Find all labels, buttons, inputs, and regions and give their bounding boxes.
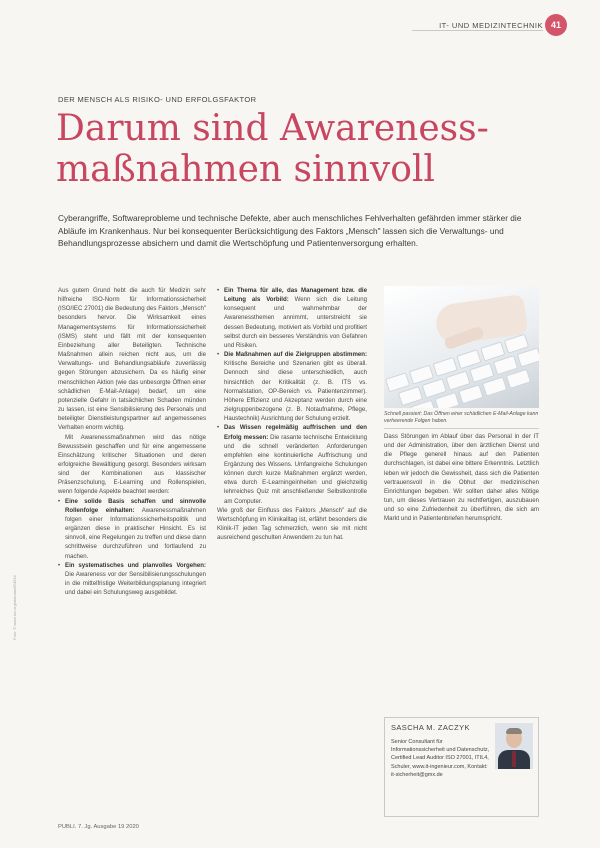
page-number-badge: 41 bbox=[545, 14, 567, 36]
list-item-text: Die rasante technische Entwicklung und die schnell veränderten Anforderungen empfehlen eine kontinuierliche Auffrischung und Ergänzung des Wissens. Umfangreiche Schulungen können durch kurze Maßnahmen ergänzt werden, etwa durch E-Learningeinheiten und gleichzeitig lehrreiches Quiz mit anschließender Selbstkontrolle am Computer. bbox=[224, 433, 367, 505]
section-title: IT- UND MEDIZINTECHNIK bbox=[439, 21, 543, 30]
bullet-list bbox=[217, 286, 367, 506]
article-lead: Cyberangriffe, Softwareprobleme und technische Defekte, aber auch menschliches Fehlverhalten gefährden immer stärker die Abläufe im Krankenhaus. Nur bei konsequenter Berücksichtigung des Faktors „Mensch" lassen sich die Verwaltungs- und Behandlungsprozesse absichern und damit die Wertschöpfung und Patientenversorgung erhalten. bbox=[58, 213, 522, 248]
list-item bbox=[217, 350, 367, 423]
list-item-text: Awarenessmaßnahmen folgen einer Informationssicherheitspolitik und ergänzen diese in praktischer Hinsicht. Es ist sinnvoll, eine Regelungen zu treffen und diese dann schrittweise durchzuführen und fortlaufend zu machen. bbox=[65, 506, 206, 560]
article-headline: Darum sind Awareness-maßnahmen sinnvoll bbox=[56, 108, 489, 190]
list-item-heading: Die Maßnahmen auf die Zielgruppen abstimmen: bbox=[224, 351, 367, 359]
article-column-3 bbox=[384, 432, 539, 524]
article-column-2 bbox=[217, 286, 367, 542]
article-kicker: DER MENSCH ALS RISIKO- UND ERFOLGSFAKTOR bbox=[58, 95, 257, 104]
bullet-list bbox=[58, 497, 206, 598]
photo-credit: Foto: © www.iso.org/standard/54534 bbox=[12, 575, 17, 640]
author-name: SASCHA M. ZACZYK bbox=[391, 723, 470, 732]
keyboard-photo bbox=[384, 286, 539, 408]
list-item-text: Die Awareness vor der Sensibilisierungsschulungen in die mittelfristige Weiterbildungsplanung integriert und dabei ein Schulungsweg ausgebildet. bbox=[65, 570, 206, 597]
caption-divider bbox=[384, 428, 539, 429]
list-item bbox=[217, 286, 367, 350]
paragraph: Dass Störungen im Ablauf über das Personal in der IT und der Administration, über den ärztlichen Dienst und die Pflege generell hinaus auf den Patienten durchschlagen, ist dabei eine bittere Erkenntnis. Letztlich leben wir jedoch die Gewissheit, dass sich die Patienten vertrauensvoll in die Obhut der medizinischen Einrichtungen begeben. Wir sollten daher alles Nötige tun, um dieses Vertrauen zu rechtfertigen, auszubauen und so eine Zufriedenheit zu überführen, die sich am Markt und in Patientenbriefen herumspricht. bbox=[384, 433, 539, 523]
list-item-heading: Das Wissen regelmäßig auffrischen und den Erfolg messen: bbox=[224, 424, 367, 441]
list-item-heading: Ein systematisches und planvolles Vorgehen: bbox=[65, 561, 206, 569]
list-item bbox=[58, 497, 206, 561]
author-box bbox=[384, 717, 539, 817]
paragraph: Wie groß der Einfluss des Faktors „Mensch" auf die Wertschöpfung im Klinikalltag ist, erfährt besonders die Klinik-IT jeden Tag schmerzlich, wenn sie mit nicht ausreichend geschulten Anwendern zu tun hat. bbox=[217, 506, 367, 542]
paragraph: Aus gutem Grund hebt die auch für Medizin sehr hilfreiche ISO-Norm für Informationssicherheit (ISO/IEC 27001) die Bedeutung des Faktors „Mensch" besonders hervor. Die Wirksamkeit eines Managementsystems für Informationssicherheit (ISMS) steht und fällt mit der konsequenten Einbeziehung aller Beteiligten. Technische Maßnahmen allein reichen nicht aus, um die Verwaltungs- und Behandlungsabläufe zuverlässig gegen Störungen abzusichern. Da es häufig einer menschlichen Aktion (wie das unbesorgte Öffnen einer schädlichen E-Mail-Anlage) bedarf, um eine potenzielle Gefahr in tatsächlichen Schaden münden zu lassen, ist eine Sensibilisierung des Personals und beteiligter Dienstleistungspartner auf angemessenes Verhalten enorm wichtig. bbox=[58, 287, 206, 432]
list-item-text: Kritische Bereiche und Szenarien gibt es überall. Dennoch sind diese unterschiedlich, auch hinsichtlich der Kritikalität (z. B. ITS vs. Normalstation, OP-Bereich vs. Patientenzimmer). Höhere Effizienz und Akzeptanz werden durch eine zielgruppenbezogene (z. B. Notaufnahme, Pflege, Haustechnik) Ausrichtung der Schulung erzielt. bbox=[224, 360, 367, 423]
page-footer: PUBLI. 7. Jg. Ausgabe 19 2020 bbox=[58, 824, 139, 830]
list-item bbox=[217, 423, 367, 505]
header-rule bbox=[412, 30, 543, 31]
paragraph: Mit Awarenessmaßnahmen wird das nötige Bewusstsein geschaffen und für eine angemessene Einschätzung kritischer Situationen und deren erfolgreiche Bewältigung gesorgt. Besonders wirksam sind der Kombinationen aus klassischer Präsenzschulung, E-Learning und Rollenspielen, wenn folgende Aspekte beachtet werden: bbox=[58, 433, 206, 496]
author-portrait bbox=[495, 723, 533, 769]
author-bio: Senior Consultant für Informationssicherheit und Datenschutz, Certified Lead Auditor ISO 27001, ITIL4, Schuler, www.it-ingenieur.com, Kontakt: it-sicherheit@gmx.de bbox=[391, 739, 490, 778]
list-item-heading: Eine solide Basis schaffen und sinnvolle Rollenfolge einhalten: bbox=[65, 497, 206, 514]
list-item bbox=[58, 561, 206, 598]
article-column-1 bbox=[58, 286, 206, 597]
photo-caption: Schnell passiert: Das Öffnen einer schädlichen E-Mail-Anlage kann verheerende Folgen haben. bbox=[384, 411, 539, 425]
list-item-text: Wenn sich die Leitung konsequent und wahrnehmbar der Awarenessthemen annimmt, unterstreicht sie dessen Bedeutung, motiviert als Vorbild und profitiert selbst durch ein besseres Verständnis von Gefahren und Risiken. bbox=[224, 296, 367, 349]
list-item-heading: Ein Thema für alle, das Management bzw. die Leitung als Vorbild: bbox=[224, 287, 367, 304]
